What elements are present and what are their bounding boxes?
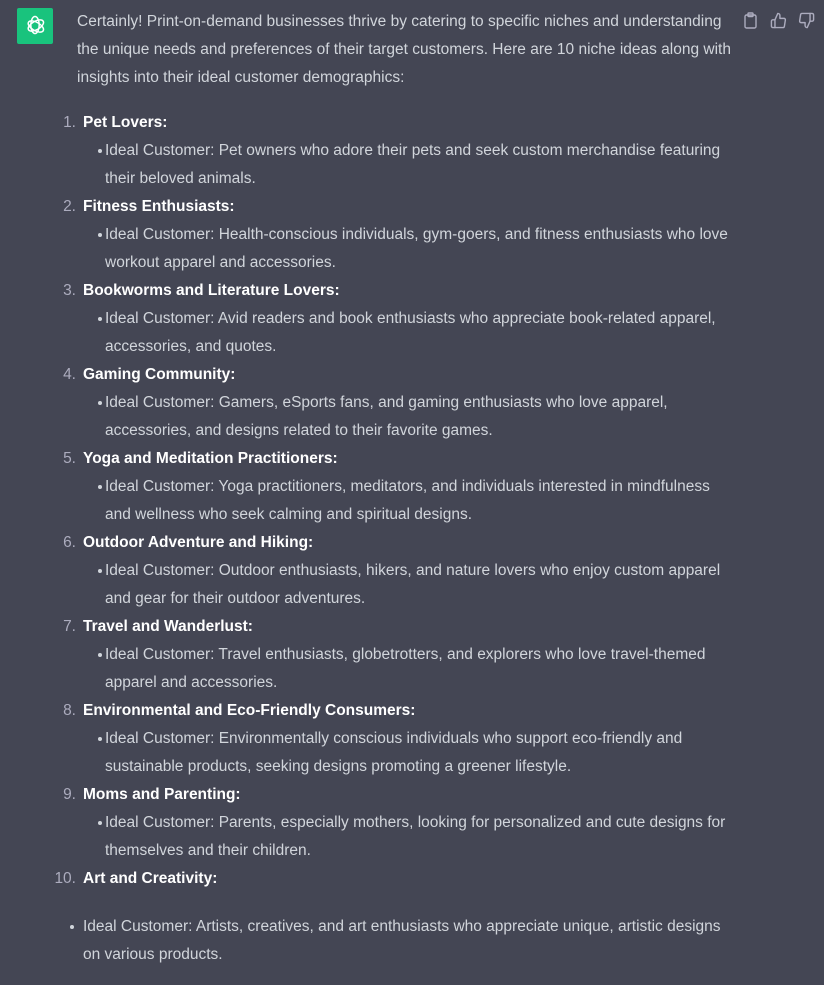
openai-logo-icon [23, 14, 47, 38]
customer-text: Ideal Customer: Travel enthusiasts, globetrotters, and explorers who love travel-themed apparel and accessories. [105, 646, 706, 691]
customer-text: Ideal Customer: Avid readers and book enthusiasts who appreciate book-related apparel, accessories, and quotes. [105, 310, 716, 355]
customer-text: Ideal Customer: Yoga practitioners, meditators, and individuals interested in mindfulness and wellness who seek calming and spiritual designs. [105, 478, 710, 523]
item-title: Fitness Enthusiasts: [83, 198, 235, 215]
copy-button[interactable] [740, 10, 761, 31]
thumbs-down-button[interactable] [796, 10, 817, 31]
item-title: Outdoor Adventure and Hiking: [83, 534, 314, 551]
thumbs-up-button[interactable] [768, 10, 789, 31]
item-title: Moms and Parenting: [83, 786, 241, 803]
list-item [63, 277, 737, 361]
list-item [63, 361, 737, 445]
customer-text: Ideal Customer: Outdoor enthusiasts, hikers, and nature lovers who enjoy custom apparel and gear for their outdoor adventures. [105, 562, 721, 607]
item-title: Environmental and Eco-Friendly Consumers: [83, 702, 416, 719]
assistant-avatar [17, 8, 53, 44]
bullet-dot [98, 149, 102, 153]
list-item [63, 109, 737, 193]
list-item [63, 697, 737, 781]
bullet-dot [70, 925, 74, 929]
bullet-dot [98, 737, 102, 741]
bullet-dot [98, 653, 102, 657]
niche-list [54, 109, 737, 893]
bullet-dot [98, 401, 102, 405]
customer-bullet [83, 305, 737, 361]
item-title: Art and Creativity: [83, 870, 218, 887]
message-actions [740, 10, 817, 31]
customer-bullet [83, 641, 737, 697]
item-number: 9. [63, 786, 76, 803]
thumbs-down-icon [798, 12, 815, 29]
intro-paragraph: Certainly! Print-on-demand businesses thrive by catering to specific niches and understanding the unique needs and preferences of their target customers. Here are 10 niche ideas along with insights into their ideal customer demographics: [77, 13, 731, 86]
list-item [63, 529, 737, 613]
customer-bullet [83, 221, 737, 277]
customer-text: Ideal Customer: Artists, creatives, and art enthusiasts who appreciate unique, artistic designs on various products. [83, 918, 721, 963]
item-number: 1. [63, 114, 76, 131]
customer-text: Ideal Customer: Gamers, eSports fans, and gaming enthusiasts who love apparel, accessories, and designs related to their favorite games. [105, 394, 668, 439]
clipboard-icon [743, 12, 758, 29]
customer-text: Ideal Customer: Environmentally conscious individuals who support eco-friendly and sustainable products, seeking designs promoting a greener lifestyle. [105, 730, 683, 775]
item-number: 5. [63, 450, 76, 467]
customer-bullet [83, 137, 737, 193]
bullet-dot [98, 485, 102, 489]
item-title: Gaming Community: [83, 366, 236, 383]
item-title: Pet Lovers: [83, 114, 168, 131]
list-item [63, 781, 737, 865]
list-item [63, 193, 737, 277]
customer-bullet [83, 473, 737, 529]
customer-text: Ideal Customer: Pet owners who adore their pets and seek custom merchandise featuring their beloved animals. [105, 142, 721, 187]
item-number: 3. [63, 282, 76, 299]
list-item [54, 865, 737, 893]
assistant-message [54, 8, 737, 969]
item-title: Yoga and Meditation Practitioners: [83, 450, 338, 467]
item-number: 10. [54, 870, 76, 887]
customer-text: Ideal Customer: Parents, especially mothers, looking for personalized and cute designs for themselves and their children. [105, 814, 726, 859]
customer-bullet [83, 725, 737, 781]
customer-bullet [83, 557, 737, 613]
item-number: 6. [63, 534, 76, 551]
list-item [63, 445, 737, 529]
item-number: 2. [63, 198, 76, 215]
customer-bullet [83, 389, 737, 445]
customer-bullet [83, 809, 737, 865]
item-title: Travel and Wanderlust: [83, 618, 253, 635]
customer-bullet [77, 913, 737, 969]
item-number: 8. [63, 702, 76, 719]
customer-text: Ideal Customer: Health-conscious individuals, gym-goers, and fitness enthusiasts who love workout apparel and accessories. [105, 226, 728, 271]
bullet-dot [98, 317, 102, 321]
bullet-dot [98, 233, 102, 237]
item-number: 4. [63, 366, 76, 383]
item-number: 7. [63, 618, 76, 635]
item-title: Bookworms and Literature Lovers: [83, 282, 340, 299]
list-item [63, 613, 737, 697]
thumbs-up-icon [770, 12, 787, 29]
bullet-dot [98, 569, 102, 573]
bullet-dot [98, 821, 102, 825]
